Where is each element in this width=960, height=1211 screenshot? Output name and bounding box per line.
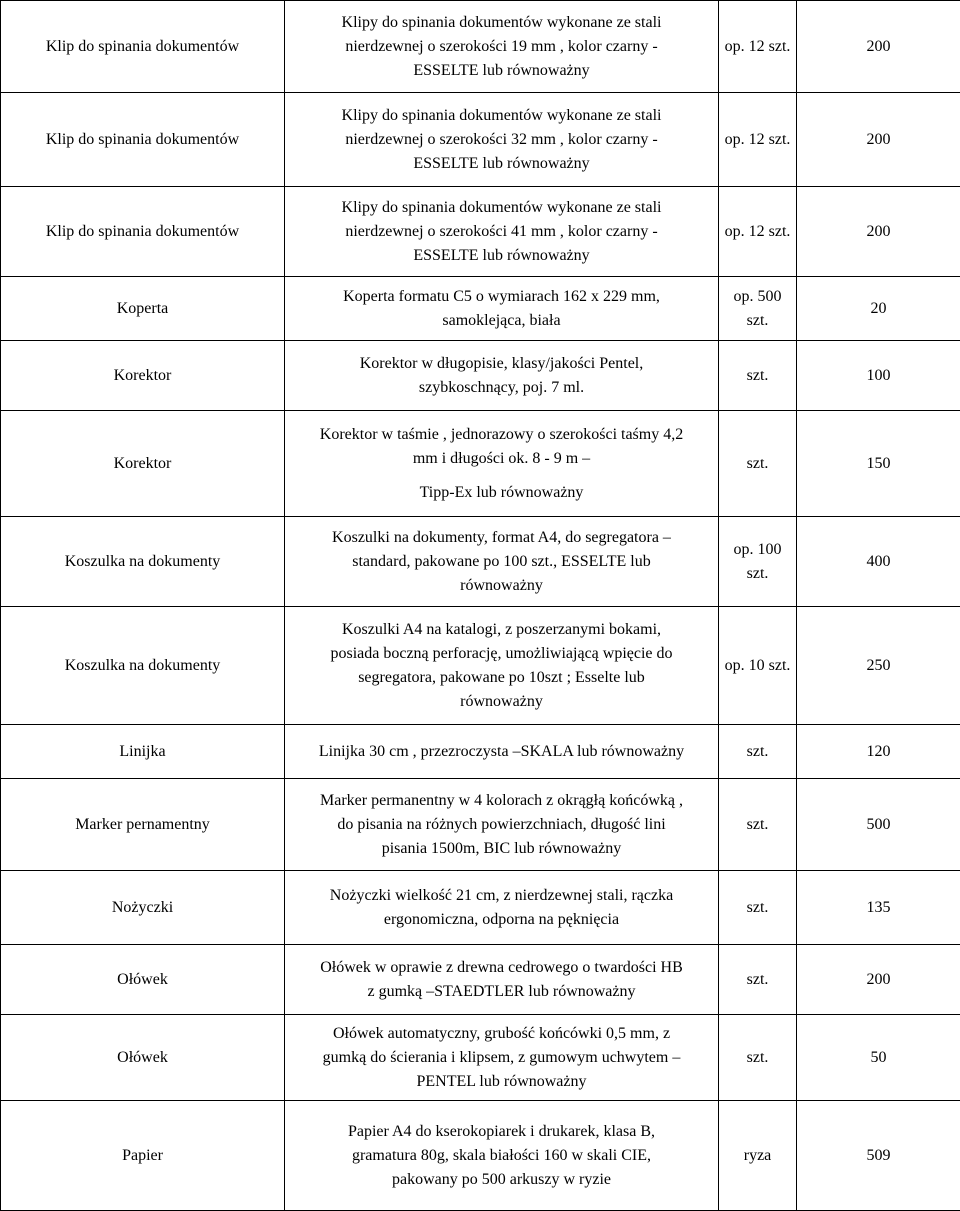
unit-cell: ryza: [719, 1101, 797, 1211]
product-description-cell: [285, 341, 719, 411]
description-line: równoważny: [291, 690, 712, 714]
description-line: Koszulki A4 na katalogi, z poszerzanymi bokami,: [291, 618, 712, 642]
table-row: [1, 725, 960, 779]
description-line: nierdzewnej o szerokości 32 mm , kolor czarny -: [291, 128, 712, 152]
quantity-cell: 200: [797, 1, 960, 93]
product-name-cell: Nożyczki: [1, 871, 285, 945]
description-line: segregatora, pakowane po 10szt ; Esselte lub: [291, 666, 712, 690]
product-name-cell: Papier: [1, 1101, 285, 1211]
quantity-cell: 200: [797, 945, 960, 1015]
description-line: ESSELTE lub równoważny: [291, 59, 712, 83]
quantity-cell: 400: [797, 517, 960, 607]
unit-cell: szt.: [719, 779, 797, 871]
product-description-cell: [285, 517, 719, 607]
product-description-cell: [285, 93, 719, 187]
table-row: [1, 517, 960, 607]
product-description-cell: [285, 277, 719, 341]
product-description-cell: [285, 1015, 719, 1101]
description-line: PENTEL lub równoważny: [291, 1070, 712, 1094]
description-line: pakowany po 500 arkuszy w ryzie: [291, 1168, 712, 1192]
product-name-cell: Koperta: [1, 277, 285, 341]
description-line: Marker permanentny w 4 kolorach z okrągłą końcówką ,: [291, 789, 712, 813]
product-description-cell: [285, 725, 719, 779]
table-row: [1, 411, 960, 517]
description-spacer: [291, 471, 712, 481]
unit-cell: op. 12 szt.: [719, 187, 797, 277]
product-name-cell: Koszulka na dokumenty: [1, 607, 285, 725]
description-line: gramatura 80g, skala białości 160 w skali CIE,: [291, 1144, 712, 1168]
product-name-cell: Korektor: [1, 411, 285, 517]
product-description-cell: [285, 187, 719, 277]
unit-cell: op. 12 szt.: [719, 93, 797, 187]
product-name-cell: Koszulka na dokumenty: [1, 517, 285, 607]
unit-cell: szt.: [719, 411, 797, 517]
description-line: standard, pakowane po 100 szt., ESSELTE lub: [291, 550, 712, 574]
unit-cell: op. 500 szt.: [719, 277, 797, 341]
quantity-cell: 250: [797, 607, 960, 725]
description-line: mm i długości ok. 8 - 9 m –: [291, 447, 712, 471]
unit-cell: op. 100 szt.: [719, 517, 797, 607]
unit-cell: szt.: [719, 945, 797, 1015]
product-name-cell: Linijka: [1, 725, 285, 779]
quantity-cell: 135: [797, 871, 960, 945]
table-row: [1, 277, 960, 341]
description-line: posiada boczną perforację, umożliwiającą wpięcie do: [291, 642, 712, 666]
description-line: nierdzewnej o szerokości 19 mm , kolor czarny -: [291, 35, 712, 59]
unit-cell: szt.: [719, 725, 797, 779]
quantity-cell: 500: [797, 779, 960, 871]
product-description-cell: [285, 607, 719, 725]
description-line: ESSELTE lub równoważny: [291, 152, 712, 176]
description-line: Linijka 30 cm , przezroczysta –SKALA lub równoważny: [291, 740, 712, 764]
product-name-cell: Marker pernamentny: [1, 779, 285, 871]
table-row: [1, 871, 960, 945]
table-row: [1, 1015, 960, 1101]
description-line: ESSELTE lub równoważny: [291, 244, 712, 268]
table-row: [1, 607, 960, 725]
product-description-cell: [285, 1101, 719, 1211]
table-row: [1, 93, 960, 187]
unit-cell: szt.: [719, 341, 797, 411]
product-name-cell: Ołówek: [1, 945, 285, 1015]
table-row: [1, 341, 960, 411]
table-row: [1, 1, 960, 93]
table-row: [1, 1101, 960, 1211]
description-line: samoklejąca, biała: [291, 309, 712, 333]
description-line: pisania 1500m, BIC lub równoważny: [291, 837, 712, 861]
quantity-cell: 509: [797, 1101, 960, 1211]
quantity-cell: 100: [797, 341, 960, 411]
product-description-cell: [285, 1, 719, 93]
table-row: [1, 945, 960, 1015]
description-line: Ołówek w oprawie z drewna cedrowego o twardości HB: [291, 956, 712, 980]
unit-cell: szt.: [719, 871, 797, 945]
product-description-cell: [285, 779, 719, 871]
product-description-cell: [285, 871, 719, 945]
product-name-cell: Korektor: [1, 341, 285, 411]
description-line: Ołówek automatyczny, grubość końcówki 0,5 mm, z: [291, 1022, 712, 1046]
description-line: Klipy do spinania dokumentów wykonane ze stali: [291, 104, 712, 128]
table-row: [1, 187, 960, 277]
quantity-cell: 150: [797, 411, 960, 517]
description-line: Nożyczki wielkość 21 cm, z nierdzewnej stali, rączka: [291, 884, 712, 908]
table-row: [1, 779, 960, 871]
description-line: Klipy do spinania dokumentów wykonane ze stali: [291, 11, 712, 35]
quantity-cell: 120: [797, 725, 960, 779]
product-name-cell: Klip do spinania dokumentów: [1, 93, 285, 187]
description-line: nierdzewnej o szerokości 41 mm , kolor czarny -: [291, 220, 712, 244]
product-name-cell: Klip do spinania dokumentów: [1, 187, 285, 277]
description-line: Koszulki na dokumenty, format A4, do segregatora –: [291, 526, 712, 550]
product-description-cell: [285, 945, 719, 1015]
product-description-cell: [285, 411, 719, 517]
description-line: Korektor w taśmie , jednorazowy o szerokości taśmy 4,2: [291, 423, 712, 447]
description-line: szybkoschnący, poj. 7 ml.: [291, 376, 712, 400]
product-name-cell: Klip do spinania dokumentów: [1, 1, 285, 93]
unit-cell: szt.: [719, 1015, 797, 1101]
quantity-cell: 200: [797, 187, 960, 277]
description-line: Korektor w długopisie, klasy/jakości Pentel,: [291, 352, 712, 376]
quantity-cell: 200: [797, 93, 960, 187]
description-line: Tipp-Ex lub równoważny: [291, 481, 712, 505]
quantity-cell: 50: [797, 1015, 960, 1101]
description-line: Koperta formatu C5 o wymiarach 162 x 229 mm,: [291, 285, 712, 309]
description-line: gumką do ścierania i klipsem, z gumowym uchwytem –: [291, 1046, 712, 1070]
description-line: Papier A4 do kserokopiarek i drukarek, klasa B,: [291, 1120, 712, 1144]
description-line: ergonomiczna, odporna na pęknięcia: [291, 908, 712, 932]
product-name-cell: Ołówek: [1, 1015, 285, 1101]
quantity-cell: 20: [797, 277, 960, 341]
description-line: Klipy do spinania dokumentów wykonane ze stali: [291, 196, 712, 220]
description-line: do pisania na różnych powierzchniach, długość lini: [291, 813, 712, 837]
product-table-body: [1, 1, 960, 1211]
description-line: z gumką –STAEDTLER lub równoważny: [291, 980, 712, 1004]
unit-cell: op. 12 szt.: [719, 1, 797, 93]
description-line: równoważny: [291, 574, 712, 598]
unit-cell: op. 10 szt.: [719, 607, 797, 725]
